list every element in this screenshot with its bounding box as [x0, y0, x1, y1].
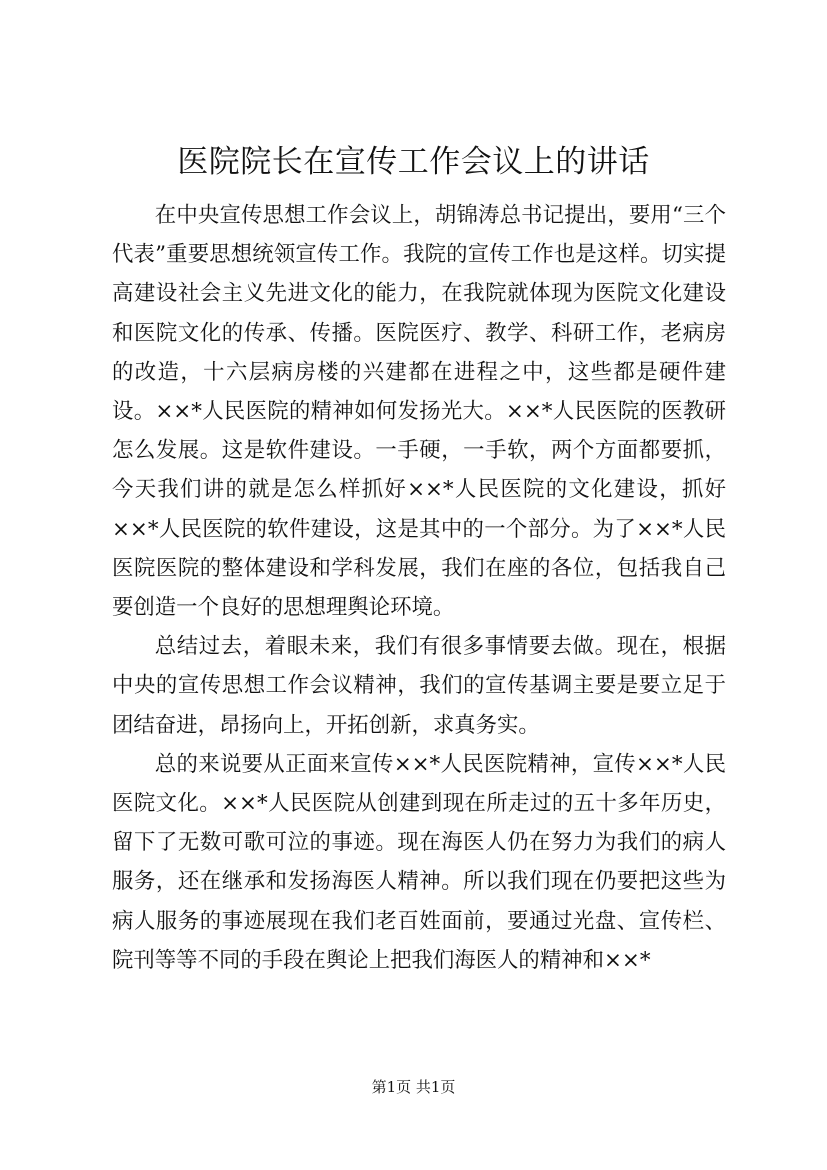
page-footer: 第1页 共1页: [371, 1078, 456, 1096]
document-title: 医院院长在宣传工作会议上的讲话: [177, 144, 650, 180]
paragraph-3: 总的来说要从正面来宣传××*人民医院精神，宣传××*人民医院文化。××*人民医院从创建到现在所走过的五十多年历史，留下了无数可歌可泣的事迹。现在海医人仍在努力为我们的病人服务，还在继承和发扬海医人精神。所以我们现在仍要把这些为病人服务的事迹展现在我们老百姓面前，要通过光盘、宣传栏、院刊等等不同的手段在舆论上把我们海医人的精神和××*: [112, 751, 726, 973]
paragraph-2: 总结过去，着眼未来，我们有很多事情要去做。现在，根据中央的宣传思想工作会议精神，我们的宣传基调主要是要立足于团结奋进，昂扬向上，开拓创新，求真务实。: [112, 634, 726, 738]
paragraph-1: 在中央宣传思想工作会议上，胡锦涛总书记提出，要用“三个代表”重要思想统领宣传工作。我院的宣传工作也是这样。切实提高建设社会主义先进文化的能力，在我院就体现为医院文化建设和医院文化的传承、传播。医院医疗、教学、科研工作，老病房的改造，十六层病房楼的兴建都在进程之中，这些都是硬件建设。××*人民医院的精神如何发扬光大。××*人民医院的医教研怎么发展。这是软件建设。一手硬，一手软，两个方面都要抓，今天我们讲的就是怎么样抓好××*人民医院的文化建设，抓好××*人民医院的软件建设，这是其中的一个部分。为了××*人民医院医院的整体建设和学科发展，我们在座的各位，包括我自己要创造一个良好的思想理舆论环境。: [112, 203, 726, 621]
document-body: [112, 196, 726, 980]
